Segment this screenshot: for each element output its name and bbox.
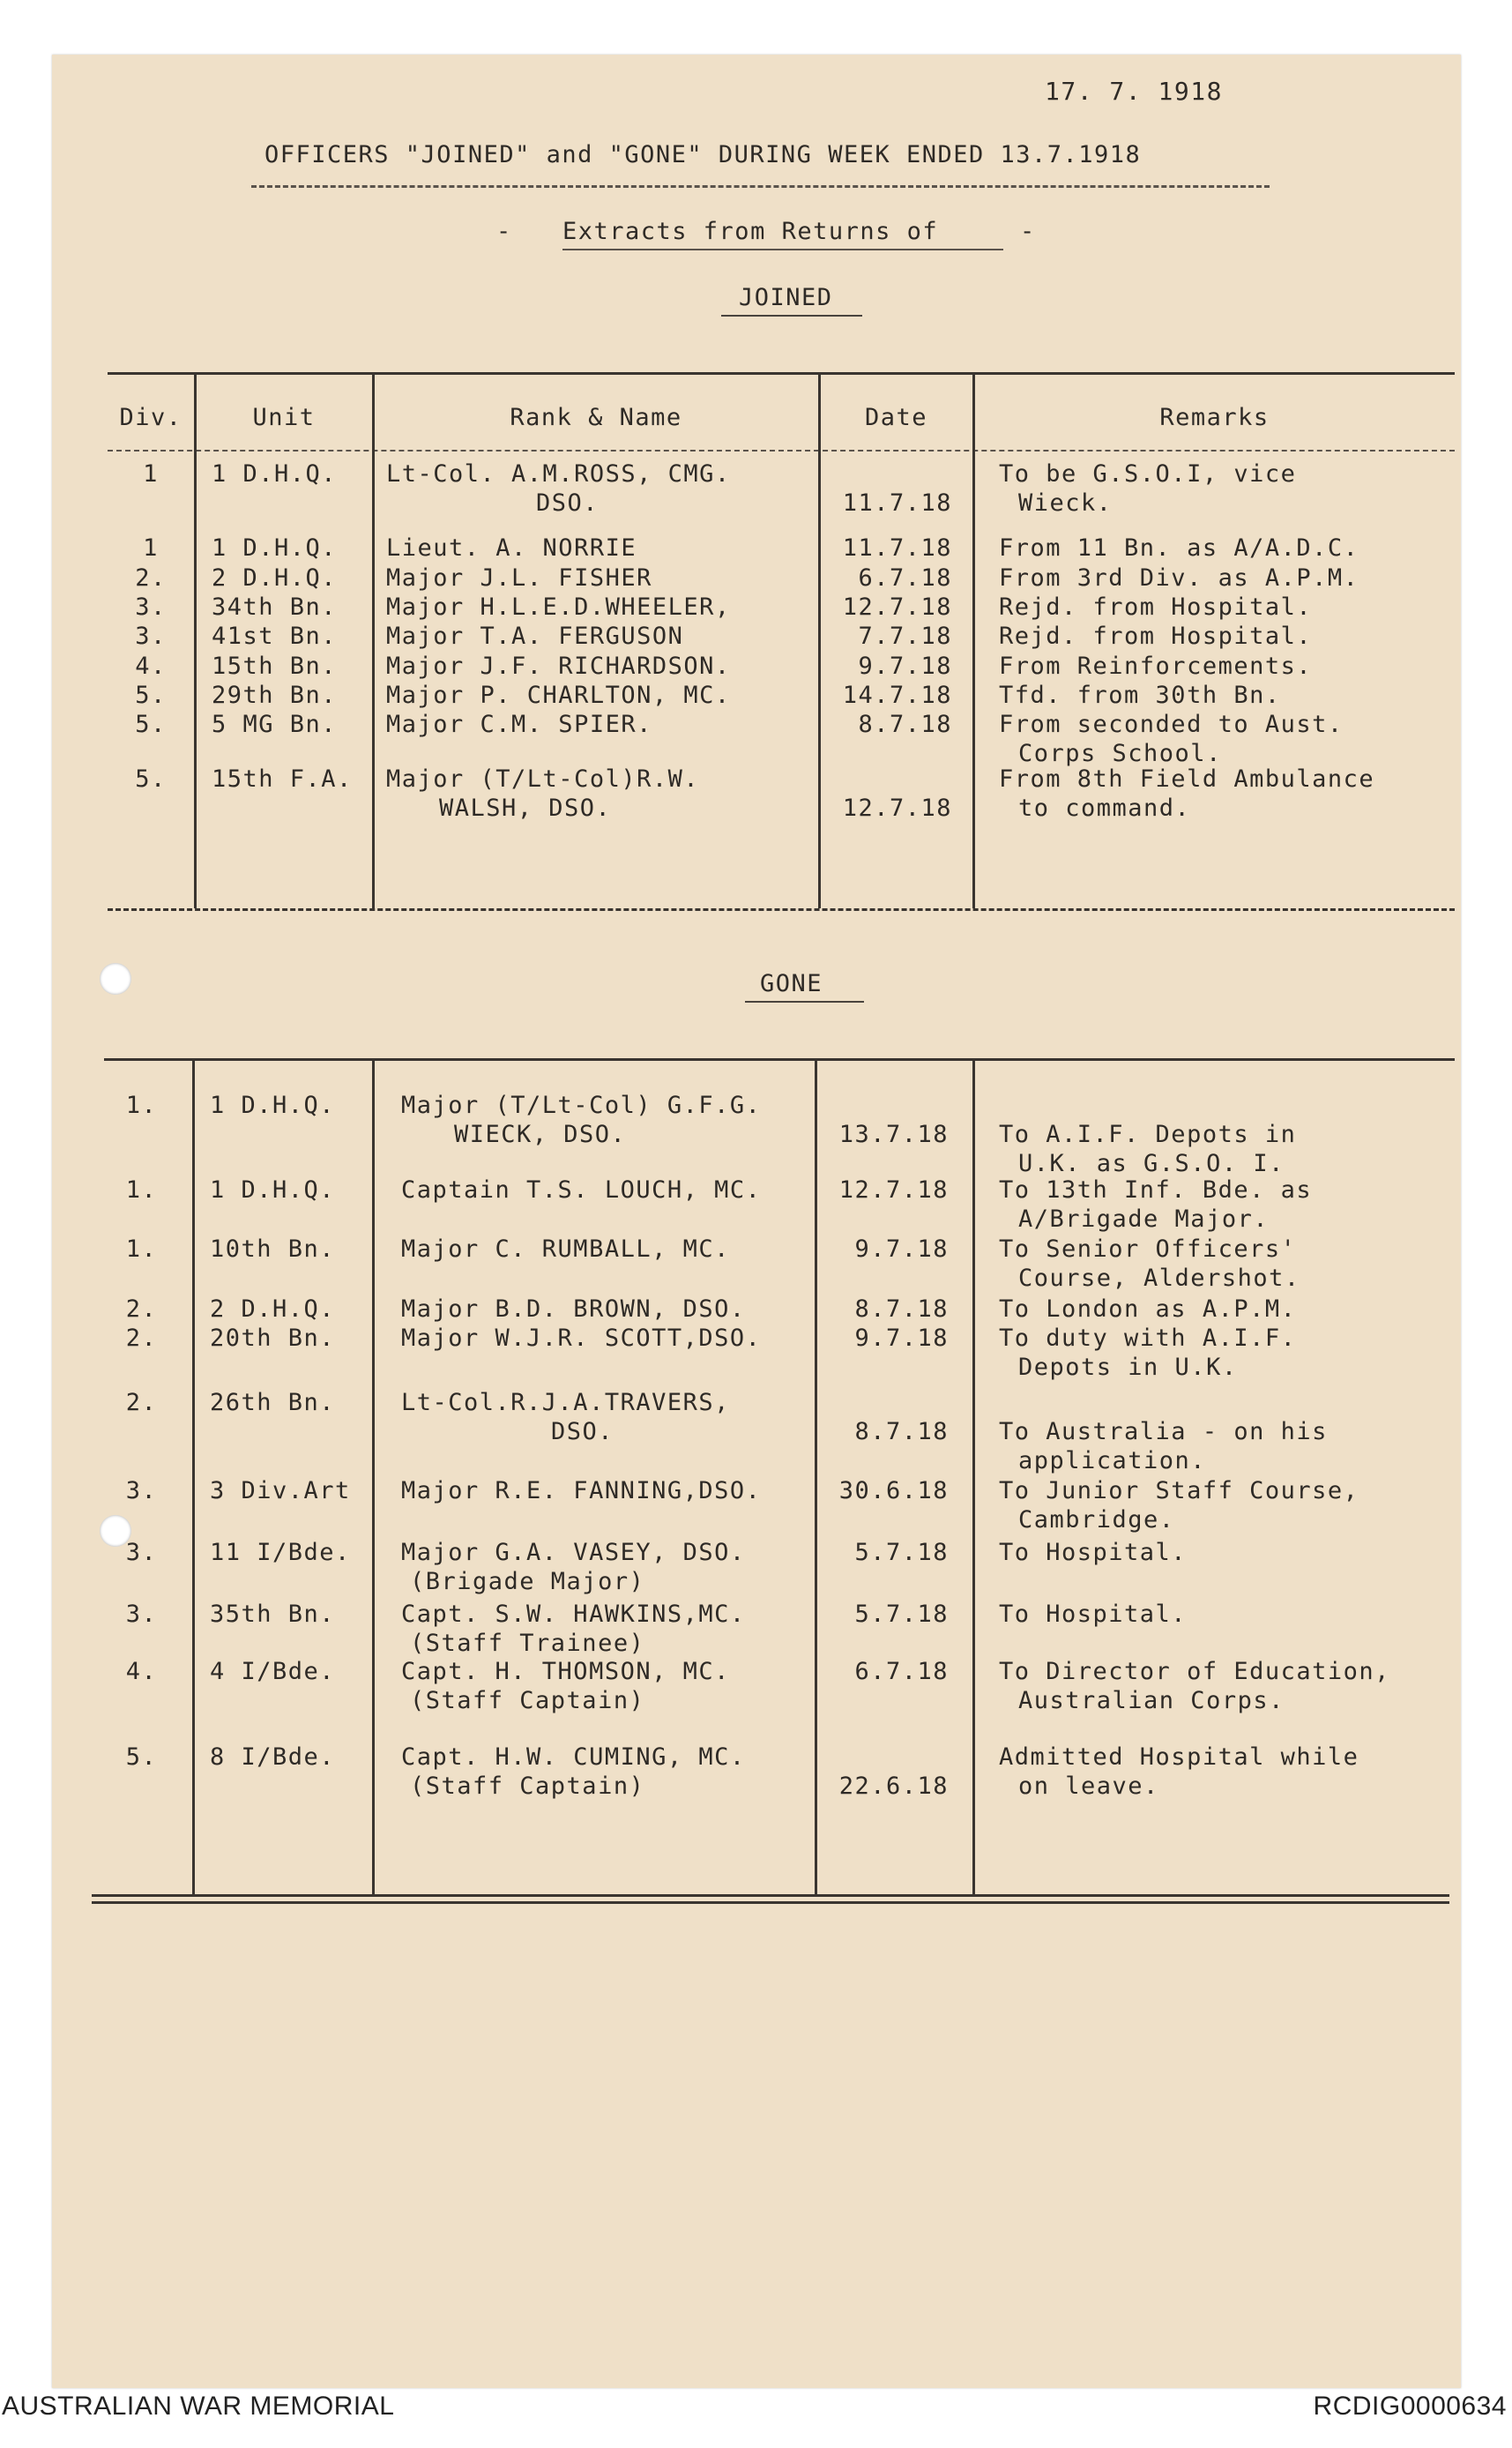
column-divider <box>372 372 375 908</box>
row-name: Capt. S.W. HAWKINS,MC. <box>401 1601 746 1628</box>
row-div: 1. <box>125 1176 158 1204</box>
row-remarks: To Senior Officers' <box>999 1235 1297 1263</box>
title-underline <box>251 185 1270 188</box>
row-remarks: To Hospital. <box>999 1601 1188 1628</box>
row-date: 8.7.18 <box>858 711 952 738</box>
row-unit: 2 D.H.Q. <box>212 564 338 592</box>
row-name: Major J.L. FISHER <box>386 564 652 592</box>
row-name: Capt. H.W. CUMING, MC. <box>401 1743 746 1771</box>
document-title: OFFICERS "JOINED" and "GONE" DURING WEEK ENDED 13.7.1918 <box>264 141 1142 168</box>
row-unit: 4 I/Bde. <box>210 1658 336 1685</box>
row-date: 11.7.18 <box>842 489 952 517</box>
row-name: Major T.A. FERGUSON <box>386 623 684 650</box>
row-remarks: To Hospital. <box>999 1539 1188 1566</box>
row-name: Major P. CHARLTON, MC. <box>386 682 731 709</box>
row-name: Major (T/Lt-Col) G.F.G. <box>401 1092 762 1119</box>
row-remarks-continued: Cambridge. <box>1018 1506 1175 1534</box>
row-remarks: Admitted Hospital while <box>999 1743 1359 1771</box>
row-div: 4. <box>125 1658 158 1685</box>
row-remarks: To be G.S.O.I, vice <box>999 460 1297 488</box>
row-remarks-continued: Wieck. <box>1018 489 1113 517</box>
row-div: 2. <box>135 564 167 592</box>
row-date: 30.6.18 <box>838 1477 949 1504</box>
row-date: 13.7.18 <box>838 1121 949 1148</box>
row-remarks: Rejd. from Hospital. <box>999 593 1313 621</box>
punch-hole <box>100 1515 131 1547</box>
row-unit: 5 MG Bn. <box>212 711 338 738</box>
joined-heading: JOINED <box>739 284 833 311</box>
row-unit: 29th Bn. <box>212 682 338 709</box>
row-div: 2. <box>125 1389 158 1416</box>
row-name: Lieut. A. NORRIE <box>386 534 637 562</box>
row-remarks: From 3rd Div. as A.P.M. <box>999 564 1359 592</box>
row-remarks-continued: U.K. as G.S.O. I. <box>1018 1150 1285 1177</box>
row-unit: 1 D.H.Q. <box>210 1092 336 1119</box>
row-div: 5. <box>125 1743 158 1771</box>
joined-bottom-rule <box>108 908 1455 911</box>
row-name: Major B.D. BROWN, DSO. <box>401 1295 746 1323</box>
row-remarks-continued: application. <box>1018 1447 1207 1474</box>
col-header-div: Div. <box>119 404 182 431</box>
row-name: Major C.M. SPIER. <box>386 711 652 738</box>
punch-hole <box>100 963 131 995</box>
row-date: 12.7.18 <box>842 795 952 822</box>
row-date: 6.7.18 <box>854 1658 949 1685</box>
row-name: Major C. RUMBALL, MC. <box>401 1235 730 1263</box>
row-div: 1 <box>143 534 159 562</box>
row-remarks-continued: A/Brigade Major. <box>1018 1205 1270 1233</box>
row-name-continued: WALSH, DSO. <box>439 795 612 822</box>
subtitle-left-dash: - <box>496 218 512 245</box>
joined-top-rule <box>108 372 1455 375</box>
row-div: 3. <box>125 1601 158 1628</box>
row-remarks-continued: on leave. <box>1018 1773 1159 1800</box>
row-remarks: To 13th Inf. Bde. as <box>999 1176 1313 1204</box>
row-div: 1. <box>125 1092 158 1119</box>
row-unit: 1 D.H.Q. <box>210 1176 336 1204</box>
row-remarks: To A.I.F. Depots in <box>999 1121 1297 1148</box>
row-name: Major H.L.E.D.WHEELER, <box>386 593 731 621</box>
row-date: 5.7.18 <box>854 1601 949 1628</box>
row-date: 8.7.18 <box>854 1418 949 1445</box>
row-unit: 35th Bn. <box>210 1601 336 1628</box>
column-divider <box>192 1058 195 1894</box>
row-div: 3. <box>135 623 167 650</box>
row-div: 3. <box>125 1477 158 1504</box>
row-remarks: Rejd. from Hospital. <box>999 623 1313 650</box>
gone-heading-underline <box>745 1001 864 1003</box>
row-div: 1. <box>125 1235 158 1263</box>
row-remarks: To duty with A.I.F. <box>999 1325 1297 1352</box>
row-remarks: To Junior Staff Course, <box>999 1477 1359 1504</box>
row-div: 4. <box>135 653 167 680</box>
col-header-remarks: Remarks <box>1159 404 1270 431</box>
document-subtitle: Extracts from Returns of <box>562 218 939 245</box>
row-name: Captain T.S. LOUCH, MC. <box>401 1176 762 1204</box>
col-header-name: Rank & Name <box>510 404 682 431</box>
column-divider <box>972 372 975 908</box>
row-date: 11.7.18 <box>842 534 952 562</box>
row-name-continued: (Staff Captain) <box>410 1773 645 1800</box>
row-date: 12.7.18 <box>838 1176 949 1204</box>
gone-top-rule <box>104 1058 1455 1061</box>
row-remarks: To Australia - on his <box>999 1418 1328 1445</box>
subtitle-underline <box>562 249 1003 250</box>
row-unit: 8 I/Bde. <box>210 1743 336 1771</box>
row-remarks: To London as A.P.M. <box>999 1295 1297 1323</box>
row-remarks-continued: Corps School. <box>1018 740 1222 767</box>
row-div: 5. <box>135 711 167 738</box>
row-name: Major G.A. VASEY, DSO. <box>401 1539 746 1566</box>
document-date: 17. 7. 1918 <box>1045 77 1223 106</box>
row-unit: 20th Bn. <box>210 1325 336 1352</box>
row-remarks-continued: to command. <box>1018 795 1191 822</box>
joined-heading-underline <box>721 315 862 317</box>
row-remarks: From seconded to Aust. <box>999 711 1344 738</box>
row-unit: 41st Bn. <box>212 623 338 650</box>
gone-heading: GONE <box>760 970 823 997</box>
subtitle-right-dash: - <box>1020 218 1036 245</box>
row-unit: 15th F.A. <box>212 765 353 793</box>
row-div: 3. <box>135 593 167 621</box>
row-name: Major W.J.R. SCOTT,DSO. <box>401 1325 762 1352</box>
row-date: 22.6.18 <box>838 1773 949 1800</box>
row-div: 1 <box>143 460 159 488</box>
row-unit: 10th Bn. <box>210 1235 336 1263</box>
row-unit: 15th Bn. <box>212 653 338 680</box>
joined-header-rule <box>108 450 1455 452</box>
row-unit: 26th Bn. <box>210 1389 336 1416</box>
column-divider <box>194 372 197 908</box>
row-name: Major R.E. FANNING,DSO. <box>401 1477 762 1504</box>
row-date: 6.7.18 <box>858 564 952 592</box>
row-name: Major J.F. RICHARDSON. <box>386 653 731 680</box>
row-div: 5. <box>135 765 167 793</box>
row-unit: 1 D.H.Q. <box>212 460 338 488</box>
row-name-continued: (Staff Captain) <box>410 1687 645 1714</box>
col-header-unit: Unit <box>252 404 316 431</box>
row-remarks: From 11 Bn. as A/A.D.C. <box>999 534 1359 562</box>
row-div: 5. <box>135 682 167 709</box>
row-remarks-continued: Course, Aldershot. <box>1018 1265 1300 1292</box>
col-header-date: Date <box>864 404 928 431</box>
row-remarks-continued: Depots in U.K. <box>1018 1354 1238 1381</box>
column-divider <box>972 1058 975 1894</box>
row-date: 7.7.18 <box>858 623 952 650</box>
row-name: Lt-Col. A.M.ROSS, CMG. <box>386 460 731 488</box>
row-name-continued: DSO. <box>536 489 600 517</box>
row-remarks: Tfd. from 30th Bn. <box>999 682 1281 709</box>
row-name-continued: DSO. <box>551 1418 614 1445</box>
row-unit: 1 D.H.Q. <box>212 534 338 562</box>
row-name-continued: (Brigade Major) <box>410 1568 645 1595</box>
row-unit: 2 D.H.Q. <box>210 1295 336 1323</box>
row-date: 14.7.18 <box>842 682 952 709</box>
row-remarks: From Reinforcements. <box>999 653 1313 680</box>
row-unit: 34th Bn. <box>212 593 338 621</box>
row-unit: 11 I/Bde. <box>210 1539 351 1566</box>
row-unit: 3 Div.Art <box>210 1477 351 1504</box>
footer-institution: AUSTRALIAN WAR MEMORIAL <box>2 2392 395 2421</box>
row-name: Capt. H. THOMSON, MC. <box>401 1658 730 1685</box>
row-name-continued: (Staff Trainee) <box>410 1630 645 1657</box>
row-name-continued: WIECK, DSO. <box>454 1121 627 1148</box>
row-div: 2. <box>125 1325 158 1352</box>
row-div: 3. <box>125 1539 158 1566</box>
row-date: 9.7.18 <box>854 1235 949 1263</box>
row-date: 9.7.18 <box>854 1325 949 1352</box>
row-name: Major (T/Lt-Col)R.W. <box>386 765 700 793</box>
gone-bottom-rule <box>92 1894 1449 1897</box>
row-remarks: From 8th Field Ambulance <box>999 765 1375 793</box>
row-date: 9.7.18 <box>858 653 952 680</box>
row-date: 8.7.18 <box>854 1295 949 1323</box>
column-divider <box>372 1058 375 1894</box>
row-date: 12.7.18 <box>842 593 952 621</box>
gone-bottom-rule-double <box>92 1901 1449 1904</box>
footer-image-id: RCDIG0000634 <box>1313 2392 1507 2421</box>
row-remarks: To Director of Education, <box>999 1658 1390 1685</box>
row-div: 2. <box>125 1295 158 1323</box>
row-date: 5.7.18 <box>854 1539 949 1566</box>
row-remarks-continued: Australian Corps. <box>1018 1687 1285 1714</box>
row-name: Lt-Col.R.J.A.TRAVERS, <box>401 1389 730 1416</box>
